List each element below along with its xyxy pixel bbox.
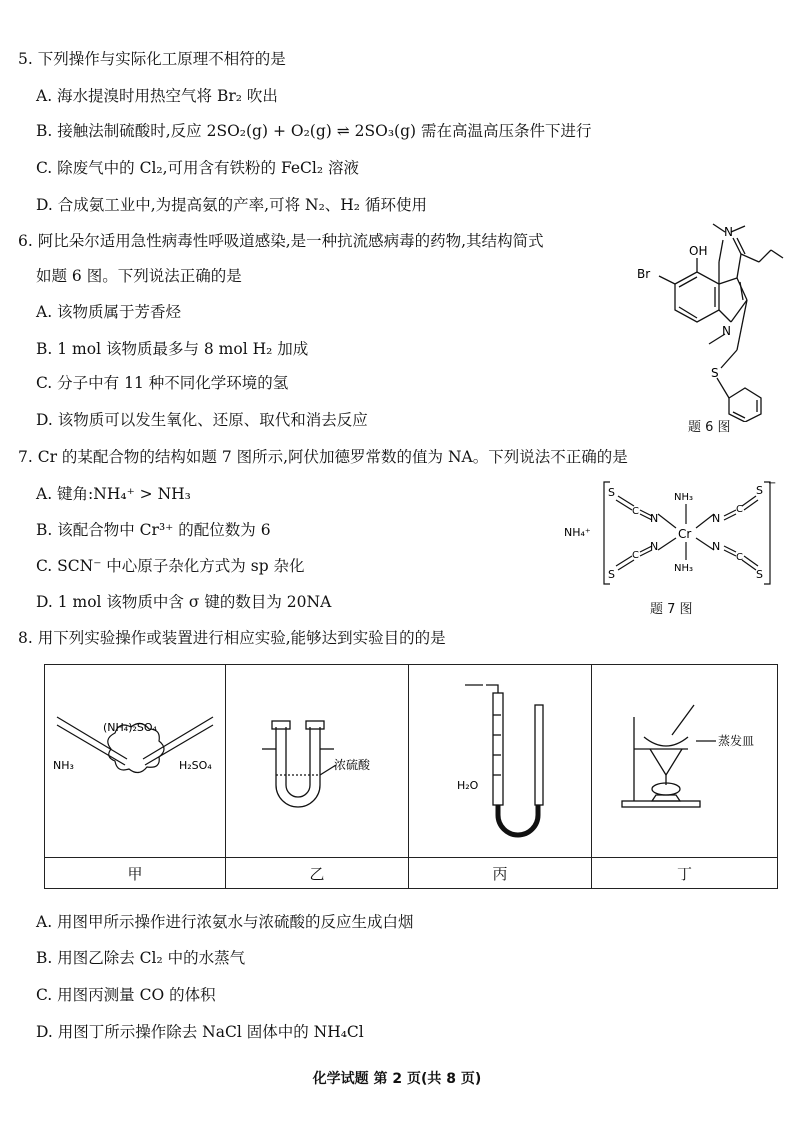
q8-option-a: A. 用图甲所示操作进行浓氨水与浓硫酸的反应生成白烟 — [36, 913, 414, 931]
q7-n-label: N — [650, 540, 659, 553]
q7-n-label: N — [712, 512, 721, 525]
q6-amine-n-label: N — [724, 225, 733, 239]
q7-nh3-bottom-label: NH₃ — [674, 563, 694, 574]
q8-option-b: B. 用图乙除去 Cl₂ 中的水蒸气 — [36, 949, 246, 967]
q7-n-label: N — [650, 512, 659, 525]
q6-s-label: S — [711, 366, 719, 380]
q8-panel-label-yi: 乙 — [226, 858, 409, 889]
q6-caption: 题 6 图 — [688, 420, 731, 435]
q7-cr-label: Cr — [678, 527, 692, 541]
q7-s-label: S — [756, 568, 763, 581]
q5-option-c: C. 除废气中的 Cl₂,可用含有铁粉的 FeCl₂ 溶液 — [36, 159, 360, 177]
q7-option-d: D. 1 mol 该物质中含 σ 键的数目为 20NA — [36, 593, 332, 611]
q8-panel-label-jia: 甲 — [45, 858, 226, 889]
q6-br-label: Br — [637, 267, 651, 281]
q8-apparatus-table — [44, 664, 778, 889]
q8-panel-ding — [592, 665, 777, 857]
q7-nh4-label: NH₄⁺ — [564, 526, 591, 539]
q7-option-c: C. SCN⁻ 中心原子杂化方式为 sp 杂化 — [36, 557, 305, 575]
q5-option-a: A. 海水提溴时用热空气将 Br₂ 吹出 — [36, 87, 278, 105]
q8-conc-acid-label: 浓硫酸 — [334, 758, 371, 772]
q5-option-d: D. 合成氨工业中,为提高氨的产率,可将 N₂、H₂ 循环使用 — [36, 196, 427, 214]
q7-s-label: S — [608, 486, 615, 499]
q6-ring-n-label: N — [722, 324, 731, 338]
q8-water-label: H₂O — [457, 779, 479, 792]
q7-option-a: A. 键角:NH₄⁺ > NH₃ — [36, 485, 191, 503]
q8-panel-label-ding: 丁 — [592, 858, 778, 889]
q8-panel-bing — [409, 665, 591, 857]
q5-stem: 5. 下列操作与实际化工原理不相符的是 — [18, 50, 286, 68]
q7-c-label: C — [632, 506, 639, 517]
q7-n-label: N — [712, 540, 721, 553]
q7-s-label: S — [756, 484, 763, 497]
q6-option-c: C. 分子中有 11 种不同化学环境的氢 — [36, 374, 289, 392]
q8-evap-dish-label: 蒸发皿 — [718, 734, 755, 748]
q8-stem: 8. 用下列实验操作或装置进行相应实验,能够达到实验目的的是 — [18, 629, 446, 647]
q7-c-label: C — [736, 504, 743, 515]
q7-minus-label: − — [768, 478, 777, 489]
q7-stem: 7. Cr 的某配合物的结构如题 7 图所示,阿伏加德罗常数的值为 NA。下列说法不正确的是 — [18, 448, 628, 466]
q7-complex-figure — [560, 478, 780, 588]
q8-h2so4-label: H₂SO₄ — [179, 759, 212, 772]
q6-stem: 6. 阿比朵尔适用急性病毒性呼吸道感染,是一种抗流感病毒的药物,其结构简式 — [18, 232, 544, 250]
q6-option-b: B. 1 mol 该物质最多与 8 mol H₂ 加成 — [36, 340, 309, 358]
q8-nh3-label: NH₃ — [53, 759, 74, 772]
page-footer: 化学试题 第 2 页(共 8 页) — [312, 1071, 482, 1087]
q7-caption: 题 7 图 — [650, 602, 693, 617]
q6-stem-cont: 如题 6 图。下列说法正确的是 — [36, 267, 242, 285]
q6-structure-figure — [625, 222, 785, 422]
q7-s-label: S — [608, 568, 615, 581]
q5-option-b: B. 接触法制硫酸时,反应 2SO₂(g) + O₂(g) ⇌ 2SO₃(g) 需在高温高压条件下进行 — [36, 122, 592, 140]
q8-panel-label-bing: 丙 — [409, 858, 592, 889]
q8-panel-yi — [226, 665, 408, 857]
q7-option-b: B. 该配合物中 Cr³⁺ 的配位数为 6 — [36, 521, 271, 539]
q8-panel-jia — [45, 665, 225, 857]
q8-option-d: D. 用图丁所示操作除去 NaCl 固体中的 NH₄Cl — [36, 1023, 364, 1041]
q6-option-d: D. 该物质可以发生氧化、还原、取代和消去反应 — [36, 411, 368, 429]
q6-option-a: A. 该物质属于芳香烃 — [36, 303, 182, 321]
q6-oh-label: OH — [689, 244, 708, 258]
q7-nh3-top-label: NH₃ — [674, 492, 694, 503]
q8-ammonium-sulfate-label: (NH₄)₂SO₄ — [103, 721, 157, 734]
q8-option-c: C. 用图丙测量 CO 的体积 — [36, 986, 216, 1004]
q7-c-label: C — [736, 552, 743, 563]
q7-c-label: C — [632, 550, 639, 561]
